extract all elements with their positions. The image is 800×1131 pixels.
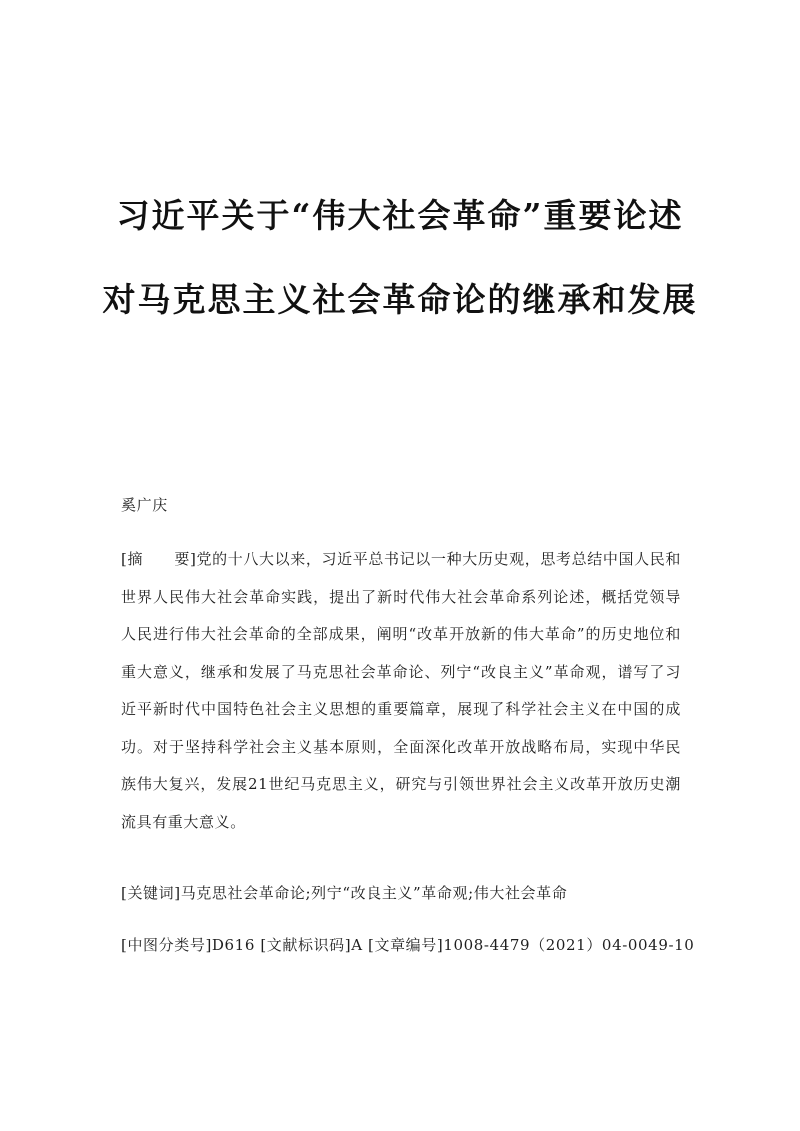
author-name: 奚广庆 xyxy=(121,496,168,514)
classification-line: [中图分类号]D616 [文献标识码]A [文章编号]1008-4479（2021）04-0049-10 xyxy=(121,936,695,954)
keywords-line: [关键词]马克思社会革命论;列宁“改良主义”革命观;伟大社会革命 xyxy=(121,884,568,902)
abstract-paragraph: [摘 要]党的十八大以来，习近平总书记以一种大历史观，思考总结中国人民和世界人民伟大社会革命实践，提出了新时代伟大社会革命系列论述，概括党领导人民进行伟大社会革命的全部成果，阐明“改革开放新的伟大革命”的历史地位和重大意义，继承和发展了马克思社会革命论、列宁“改良主义”革命观，谱写了习近平新时代中国特色社会主义思想的重要篇章，展现了科学社会主义在中国的成功。对于坚持科学社会主义基本原则，全面深化改革开放战略布局，实现中华民族伟大复兴，发展21世纪马克思主义，研究与引领世界社会主义改革开放历史潮流具有重大意义。 xyxy=(121,550,681,831)
title-line-1: 习近平关于“伟大社会革命”重要论述 xyxy=(116,196,684,235)
title-line-2: 对马克思主义社会革命论的继承和发展 xyxy=(102,280,698,319)
